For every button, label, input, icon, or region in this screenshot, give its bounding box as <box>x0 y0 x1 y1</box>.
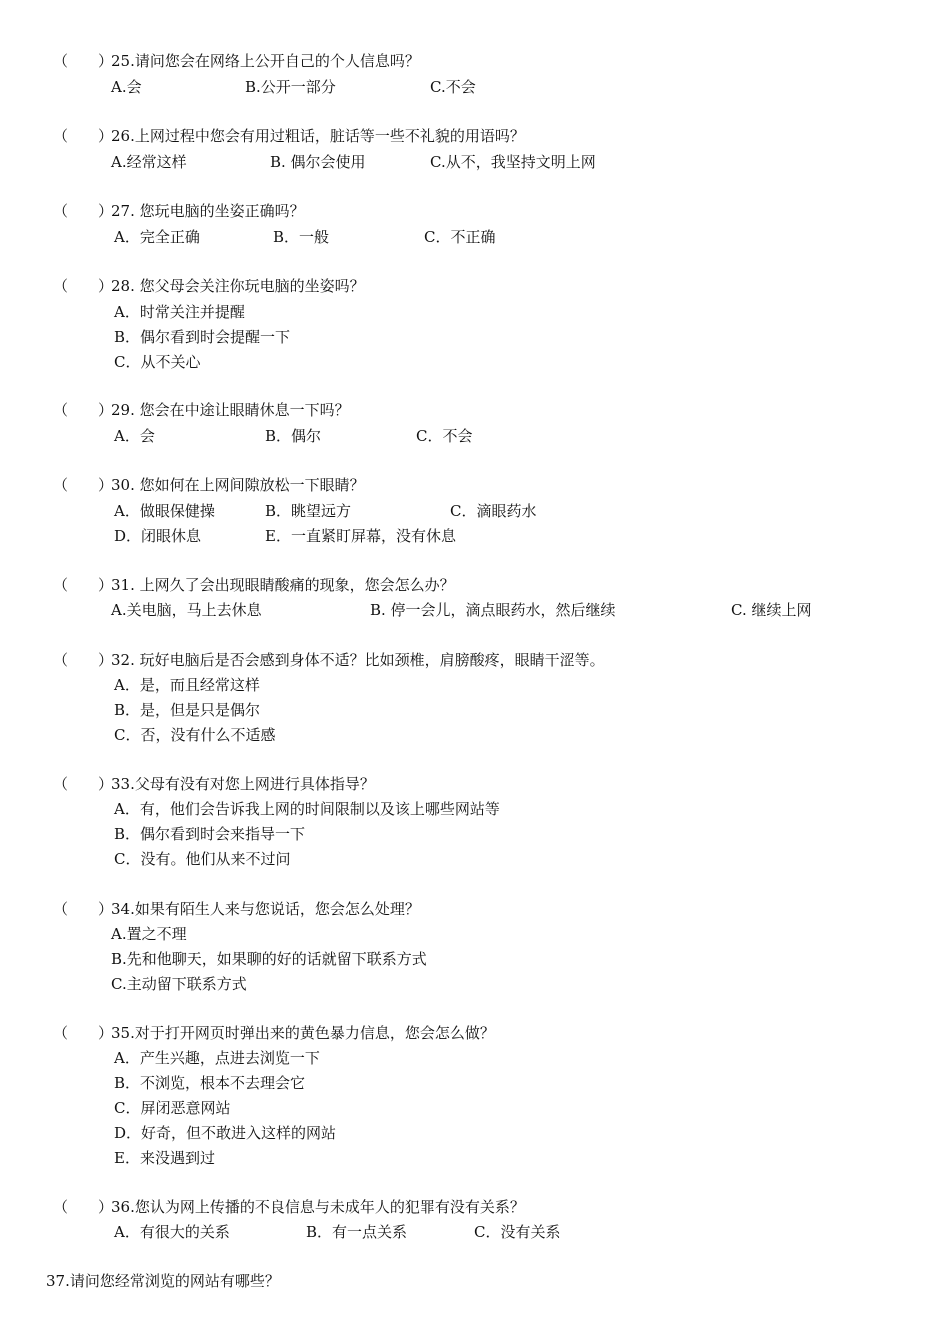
answer-blank-close: ） <box>98 576 114 594</box>
option-row <box>0 948 950 970</box>
answer-option: E．来没遇到过 <box>114 1149 215 1167</box>
option-row <box>0 151 950 173</box>
answer-option: A．是，而且经常这样 <box>114 676 260 694</box>
answer-option: C．屏闭恶意网站 <box>114 1099 231 1117</box>
option-row <box>0 699 950 721</box>
answer-blank-open[interactable]: （ <box>53 900 69 918</box>
open-question-37: 37.请问您经常浏览的网站有哪些？ <box>46 1272 280 1290</box>
answer-option: B．有一点关系 <box>306 1223 408 1241</box>
answer-option: C．从不关心 <box>114 353 201 371</box>
answer-blank-open[interactable]: （ <box>53 576 69 594</box>
option-row <box>0 1047 950 1069</box>
answer-blank-open[interactable]: （ <box>53 127 69 145</box>
answer-blank-open[interactable]: （ <box>53 651 69 669</box>
answer-option: A．会 <box>114 427 155 445</box>
answer-option: A．时常关注并提醒 <box>114 303 245 321</box>
answer-blank-close: ） <box>98 52 114 70</box>
answer-blank-open[interactable]: （ <box>53 476 69 494</box>
option-row <box>0 823 950 845</box>
question-stem: 35.对于打开网页时弹出来的黄色暴力信息，您会怎么做？ <box>111 1024 495 1042</box>
answer-blank-open[interactable]: （ <box>53 202 69 220</box>
question-stem: 26.上网过程中您会有用过粗话，脏话等一些不礼貌的用语吗？ <box>111 127 525 145</box>
answer-blank-close: ） <box>98 651 114 669</box>
option-row <box>0 724 950 746</box>
question-stem: 30. 您如何在上网间隙放松一下眼睛？ <box>111 476 365 494</box>
answer-option: C.不会 <box>430 78 476 96</box>
question-stem: 27. 您玩电脑的坐姿正确吗？ <box>111 202 305 220</box>
question-stem: 33.父母有没有对您上网进行具体指导？ <box>111 775 375 793</box>
answer-option: C.从不，我坚持文明上网 <box>430 153 596 171</box>
question-stem: 34.如果有陌生人来与您说话，您会怎么处理？ <box>111 900 420 918</box>
answer-option: B．不浏览，根本不去理会它 <box>114 1074 306 1092</box>
answer-blank-close: ） <box>98 900 114 918</box>
option-row <box>0 525 950 547</box>
option-row <box>0 1122 950 1144</box>
option-row <box>0 326 950 348</box>
question-stem: 28. 您父母会关注你玩电脑的坐姿吗？ <box>111 277 365 295</box>
answer-option: B. 偶尔会使用 <box>270 153 366 171</box>
question-stem: 32. 玩好电脑后是否会感到身体不适？比如颈椎，肩膀酸疼，眼睛干涩等。 <box>111 651 605 669</box>
answer-blank-close: ） <box>98 401 114 419</box>
answer-blank-close: ） <box>98 1024 114 1042</box>
option-row <box>0 923 950 945</box>
option-row <box>0 599 950 621</box>
answer-blank-open[interactable]: （ <box>53 775 69 793</box>
answer-option: A．做眼保健操 <box>114 502 215 520</box>
answer-option: B．偶尔看到时会来指导一下 <box>114 825 306 843</box>
answer-option: C. 继续上网 <box>731 601 812 619</box>
answer-option: C．没有。他们从来不过问 <box>114 850 291 868</box>
option-row <box>0 1147 950 1169</box>
answer-option: B.公开一部分 <box>245 78 336 96</box>
answer-option: C．不会 <box>416 427 473 445</box>
answer-option: A．有，他们会告诉我上网的时间限制以及该上哪些网站等 <box>114 800 500 818</box>
answer-option: A.经常这样 <box>111 153 187 171</box>
answer-option: A．产生兴趣，点进去浏览一下 <box>114 1049 320 1067</box>
answer-blank-open[interactable]: （ <box>53 52 69 70</box>
option-row <box>0 973 950 995</box>
answer-blank-close: ） <box>98 127 114 145</box>
answer-option: A.置之不理 <box>111 925 187 943</box>
answer-option: A．有很大的关系 <box>114 1223 230 1241</box>
answer-option: B.先和他聊天，如果聊的好的话就留下联系方式 <box>111 950 427 968</box>
answer-blank-close: ） <box>98 1198 114 1216</box>
option-row <box>0 848 950 870</box>
answer-blank-open[interactable]: （ <box>53 401 69 419</box>
answer-option: B．眺望远方 <box>265 502 352 520</box>
option-row <box>0 425 950 447</box>
answer-option: C.主动留下联系方式 <box>111 975 247 993</box>
question-stem: 29. 您会在中途让眼睛休息一下吗？ <box>111 401 350 419</box>
answer-option: D．闭眼休息 <box>114 527 202 545</box>
answer-option: D．好奇，但不敢进入这样的网站 <box>114 1124 337 1142</box>
answer-blank-open[interactable]: （ <box>53 1024 69 1042</box>
answer-option: E．一直紧盯屏幕，没有休息 <box>265 527 456 545</box>
option-row <box>0 76 950 98</box>
answer-blank-close: ） <box>98 202 114 220</box>
answer-option: B．偶尔看到时会提醒一下 <box>114 328 291 346</box>
answer-option: A.会 <box>111 78 142 96</box>
option-row <box>0 500 950 522</box>
option-row <box>0 674 950 696</box>
option-row <box>0 798 950 820</box>
answer-option: B. 停一会儿，滴点眼药水，然后继续 <box>370 601 616 619</box>
answer-option: C．不正确 <box>424 228 496 246</box>
question-stem: 36.您认为网上传播的不良信息与未成年人的犯罪有没有关系？ <box>111 1198 525 1216</box>
answer-blank-close: ） <box>98 277 114 295</box>
option-row <box>0 226 950 248</box>
answer-blank-open[interactable]: （ <box>53 277 69 295</box>
answer-blank-open[interactable]: （ <box>53 1198 69 1216</box>
answer-option: C．没有关系 <box>474 1223 561 1241</box>
question-stem: 25.请问您会在网络上公开自己的个人信息吗？ <box>111 52 420 70</box>
answer-option: C．滴眼药水 <box>450 502 537 520</box>
answer-option: A．完全正确 <box>114 228 200 246</box>
option-row <box>0 1097 950 1119</box>
answer-blank-close: ） <box>98 775 114 793</box>
answer-option: B．一般 <box>273 228 330 246</box>
answer-option: B．偶尔 <box>265 427 322 445</box>
option-row <box>0 301 950 323</box>
answer-option: A.关电脑，马上去休息 <box>111 601 262 619</box>
answer-blank-close: ） <box>98 476 114 494</box>
option-row <box>0 351 950 373</box>
answer-option: C．否，没有什么不适感 <box>114 726 276 744</box>
question-stem: 31. 上网久了会出现眼睛酸痛的现象，您会怎么办？ <box>111 576 455 594</box>
answer-option: B．是，但是只是偶尔 <box>114 701 261 719</box>
option-row <box>0 1072 950 1094</box>
option-row <box>0 1221 950 1243</box>
